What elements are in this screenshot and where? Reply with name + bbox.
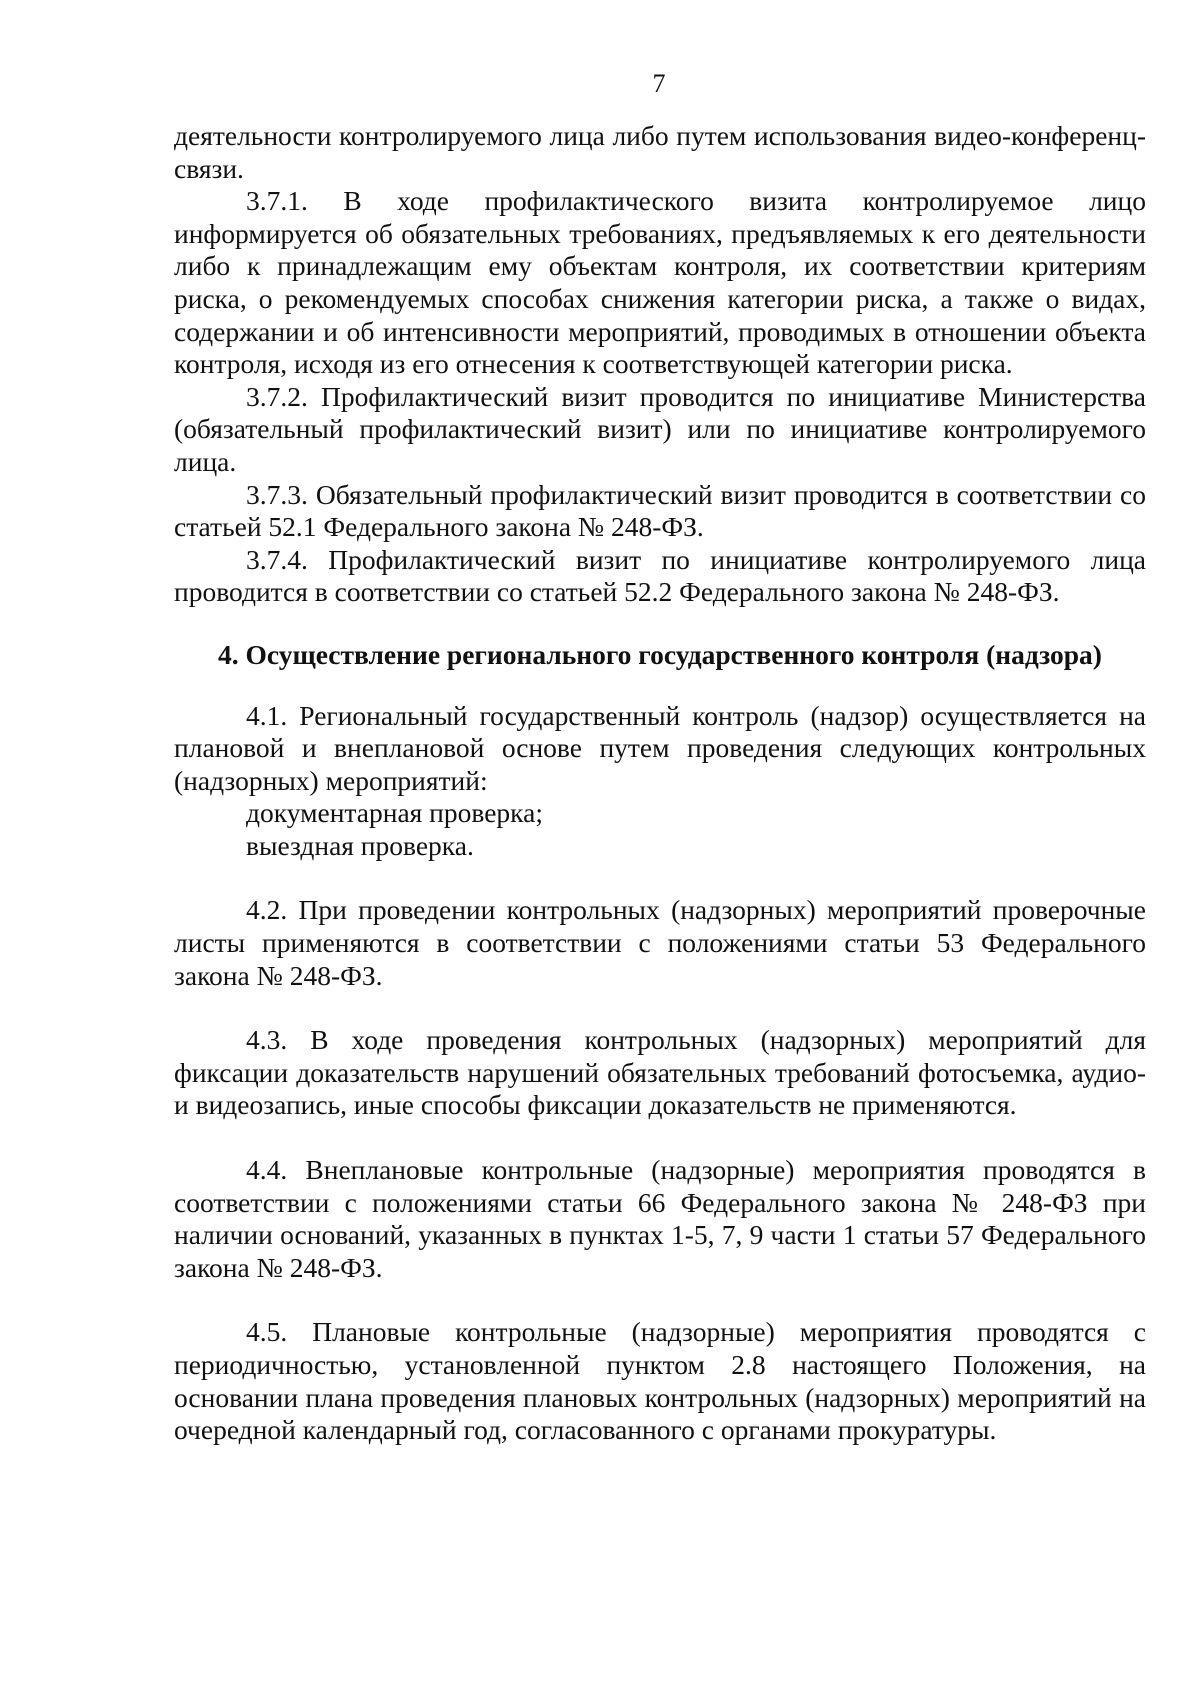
list-item: документарная проверка; bbox=[246, 797, 543, 829]
paragraph-4-1: 4.1. Региональный государственный контроль (надзор) осуществляется на плановой и внеплановой основе путем проведения следующих контрольных (надзорных) мероприятий: bbox=[174, 699, 1146, 796]
paragraph-3-7-2: 3.7.2. Профилактический визит проводится по инициативе Министерства (обязательный профилактический визит) или по инициативе контролируемого лица. bbox=[174, 380, 1146, 477]
paragraph-4-2: 4.2. При проведении контрольных (надзорных) мероприятий проверочные листы применяются в соответствии с положениями статьи 53 Федерального закона № 248-ФЗ. bbox=[174, 894, 1146, 991]
paragraph-3-7-3: 3.7.3. Обязательный профилактический визит проводится в соответствии со статьей 52.1 Федерального закона № 248-ФЗ. bbox=[174, 478, 1146, 543]
list-item: выездная проверка. bbox=[246, 829, 474, 861]
paragraph-4-4: 4.4. Внеплановые контрольные (надзорные) мероприятия проводятся в соответствии с положениями статьи 66 Федерального закона № 248-ФЗ при наличии оснований, указанных в пунктах 1-5, 7, 9 части 1 статьи 57 Федерального закона № 248-ФЗ. bbox=[174, 1154, 1146, 1283]
paragraph-4-5: 4.5. Плановые контрольные (надзорные) мероприятия проводятся с периодичностью, установленной пунктом 2.8 настоящего Положения, на основании плана проведения плановых контрольных (надзорных) мероприятий на очередной календарный год, согласованного с органами прокуратуры. bbox=[174, 1316, 1146, 1446]
paragraph-4-3: 4.3. В ходе проведения контрольных (надзорных) мероприятий для фиксации доказательств нарушений обязательных требований фотосъемка, аудио- и видеозапись, иные способы фиксации доказательств не применяются. bbox=[174, 1024, 1146, 1121]
page-number: 7 bbox=[652, 69, 666, 98]
paragraph-continuation: деятельности контролируемого лица либо путем использования видео-конференц-связи. bbox=[174, 120, 1146, 184]
document-body bbox=[174, 120, 1146, 1447]
section-heading: 4. Осуществление регионального государственного контроля (надзора) bbox=[218, 638, 1102, 670]
paragraph-3-7-4: 3.7.4. Профилактический визит по инициативе контролируемого лица проводится в соответствии со статьей 52.2 Федерального закона № 248-ФЗ. bbox=[174, 543, 1146, 608]
paragraph-3-7-1: 3.7.1. В ходе профилактического визита контролируемое лицо информируется об обязательных требованиях, предъявляемых к его деятельности либо к принадлежащим ему объектам контроля, их соответствии критериям риска, о рекомендуемых способах снижения категории риска, а также о видах, содержании и об интенсивности мероприятий, проводимых в отношении объекта контроля, исходя из его отнесения к соответствующей категории риска. bbox=[174, 185, 1146, 380]
